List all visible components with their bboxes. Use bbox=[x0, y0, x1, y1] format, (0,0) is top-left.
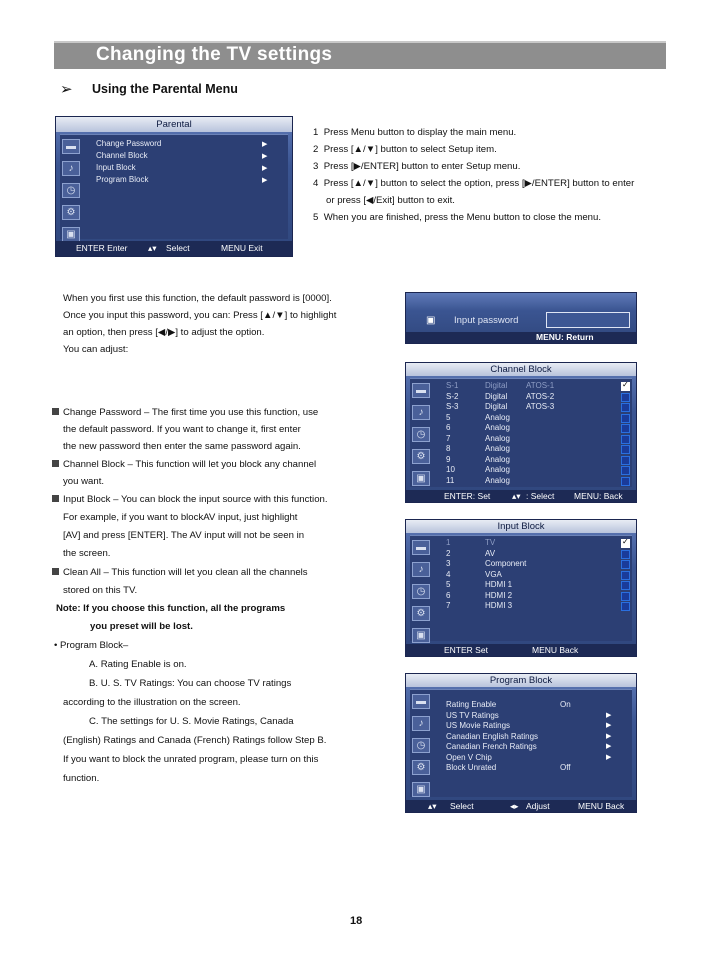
setting-label: US TV Ratings bbox=[446, 710, 499, 720]
block-checkbox[interactable] bbox=[621, 571, 630, 580]
arrow-icon: ➢ bbox=[60, 81, 73, 98]
channel-number: S-1 bbox=[446, 381, 459, 390]
setting-label: Block Unrated bbox=[446, 763, 497, 772]
channel-number: S-2 bbox=[446, 391, 459, 401]
updown-icon: ▴▾ bbox=[428, 801, 437, 811]
program-block-line: B. U. S. TV Ratings: You can choose TV ratings bbox=[89, 678, 292, 689]
channel-row[interactable] bbox=[446, 465, 636, 475]
channel-type: Analog bbox=[485, 454, 510, 464]
block-checkbox[interactable] bbox=[621, 539, 630, 548]
picture-icon: ▬ bbox=[412, 540, 430, 555]
step-item: 5 When you are finished, press the Menu button to close the menu. bbox=[313, 212, 602, 223]
program-block-row[interactable] bbox=[446, 753, 636, 763]
block-checkbox[interactable] bbox=[621, 550, 630, 559]
input-name: AV bbox=[485, 548, 496, 558]
updown-icon: ▴▾ bbox=[148, 243, 157, 253]
intro-line: an option, then press [◀/▶] to adjust the option. bbox=[63, 327, 265, 338]
setting-value: Off bbox=[560, 763, 571, 772]
channel-row[interactable] bbox=[446, 413, 636, 423]
sound-icon: ♪ bbox=[62, 161, 80, 176]
setting-label: Open V Chip bbox=[446, 752, 492, 762]
program-block-row[interactable] bbox=[446, 763, 636, 773]
channel-type: Analog bbox=[485, 465, 510, 474]
picture-icon: ▬ bbox=[412, 694, 430, 709]
body-line: the screen. bbox=[63, 548, 111, 559]
parental-menu-footer bbox=[56, 241, 292, 256]
channel-type: Digital bbox=[485, 381, 508, 390]
input-name: HDMI 1 bbox=[485, 580, 513, 589]
clock-icon: ◷ bbox=[412, 584, 430, 599]
input-number: 2 bbox=[446, 548, 451, 558]
setting-label: Canadian French Ratings bbox=[446, 742, 537, 751]
block-checkbox[interactable] bbox=[621, 424, 630, 433]
note-line: Note: If you choose this function, all the programs bbox=[56, 603, 286, 614]
channel-type: Digital bbox=[485, 391, 508, 401]
square-bullet-icon bbox=[52, 495, 59, 502]
bullet-change-password: Change Password – The first time you use this function, use bbox=[52, 404, 318, 422]
block-checkbox[interactable] bbox=[621, 445, 630, 454]
picture-icon: ▬ bbox=[62, 139, 80, 154]
parental-menu bbox=[55, 116, 293, 257]
step-item-continued: or press [◀/Exit] button to exit. bbox=[326, 195, 455, 206]
program-block-line: according to the illustration on the screen. bbox=[63, 697, 241, 708]
channel-number: 9 bbox=[446, 454, 451, 464]
program-block-line: If you want to block the unrated program, please turn on this bbox=[63, 754, 319, 765]
block-checkbox[interactable] bbox=[621, 477, 630, 486]
step-item: 2 Press [▲/▼] button to select Setup item. bbox=[313, 144, 497, 155]
body-line: stored on this TV. bbox=[63, 585, 138, 596]
program-block-menu bbox=[405, 673, 637, 813]
program-block-row[interactable] bbox=[446, 732, 636, 742]
setting-label: US Movie Ratings bbox=[446, 721, 511, 730]
program-block-footer bbox=[406, 800, 636, 812]
channel-block-title: Channel Block bbox=[406, 363, 636, 376]
footer-menu: MENU Back bbox=[532, 645, 579, 655]
program-block-row[interactable] bbox=[446, 711, 636, 721]
chevron-right-icon: ▶ bbox=[262, 153, 268, 160]
input-row[interactable] bbox=[446, 580, 636, 590]
input-name: HDMI 3 bbox=[485, 601, 513, 610]
chevron-right-icon: ▶ bbox=[606, 722, 612, 729]
block-checkbox[interactable] bbox=[621, 592, 630, 601]
block-checkbox[interactable] bbox=[621, 602, 630, 611]
page-number: 18 bbox=[350, 915, 363, 927]
setup-icon: ⚙ bbox=[412, 606, 430, 621]
channel-row[interactable] bbox=[446, 381, 636, 391]
footer-select: Select bbox=[166, 243, 190, 253]
footer-enter: ENTER Set bbox=[444, 645, 488, 655]
bullet-clean-all: Clean All – This function will let you clean all the channels bbox=[52, 564, 308, 582]
bullet-channel-block: Channel Block – This function will let you block any channel bbox=[52, 456, 316, 474]
setup-icon: ⚙ bbox=[412, 760, 430, 775]
channel-row[interactable] bbox=[446, 434, 636, 444]
program-block-row[interactable] bbox=[446, 700, 636, 710]
footer-adjust: Adjust bbox=[526, 801, 550, 811]
parental-icon: ▣ bbox=[412, 471, 430, 486]
input-number: 7 bbox=[446, 601, 451, 610]
chevron-right-icon: ▶ bbox=[262, 165, 268, 172]
setting-value: On bbox=[560, 700, 571, 709]
intro-line: You can adjust: bbox=[63, 344, 129, 355]
channel-row[interactable] bbox=[446, 444, 636, 454]
clock-icon: ◷ bbox=[412, 427, 430, 442]
channel-number: 5 bbox=[446, 412, 451, 422]
body-line: [AV] and press [ENTER]. The AV input will not be seen in bbox=[63, 530, 305, 541]
channel-row[interactable] bbox=[446, 455, 636, 465]
block-checkbox[interactable] bbox=[621, 382, 630, 391]
channel-type: Analog bbox=[485, 475, 510, 485]
input-block-title: Input Block bbox=[406, 520, 636, 533]
footer-enter: ENTER: Set bbox=[444, 491, 491, 501]
body-line: the new password then enter the same password again. bbox=[63, 441, 301, 452]
menu-item-channel-block[interactable]: Channel Block bbox=[96, 151, 148, 160]
input-name: TV bbox=[485, 538, 496, 547]
footer-menu: MENU Back bbox=[578, 801, 625, 811]
block-checkbox[interactable] bbox=[621, 414, 630, 423]
block-checkbox[interactable] bbox=[621, 581, 630, 590]
body-line: For example, if you want to blockAV input, just highlight bbox=[63, 512, 298, 523]
channel-row[interactable] bbox=[446, 392, 636, 402]
password-label: Input password bbox=[454, 315, 519, 326]
channel-block-footer bbox=[406, 490, 636, 502]
section-banner bbox=[54, 41, 666, 69]
password-dialog bbox=[405, 292, 637, 344]
input-row[interactable] bbox=[446, 549, 636, 559]
menu-icon-column bbox=[62, 139, 80, 257]
sound-icon: ♪ bbox=[412, 562, 430, 577]
channel-name: ATOS-2 bbox=[526, 391, 555, 401]
input-row[interactable] bbox=[446, 591, 636, 601]
footer-menu: MENU: Back bbox=[574, 491, 623, 501]
channel-type: Digital bbox=[485, 402, 508, 411]
step-item: 3 Press [▶/ENTER] button to enter Setup menu. bbox=[313, 161, 521, 172]
section-heading: Using the Parental Menu bbox=[92, 82, 238, 96]
input-row[interactable] bbox=[446, 570, 636, 580]
sound-icon: ♪ bbox=[412, 405, 430, 420]
chevron-right-icon: ▶ bbox=[606, 711, 612, 719]
program-block-line: C. The settings for U. S. Movie Ratings, Canada bbox=[89, 716, 294, 727]
password-dialog-footer bbox=[406, 332, 636, 343]
updown-icon: ▴▾ bbox=[512, 491, 521, 501]
menu-icon-column bbox=[412, 540, 430, 650]
input-number: 4 bbox=[446, 569, 451, 579]
menu-item-change-password[interactable]: Change Password bbox=[96, 139, 162, 148]
menu-item-input-block[interactable]: Input Block bbox=[96, 163, 136, 172]
chevron-right-icon: ▶ bbox=[262, 141, 268, 148]
setting-label: Rating Enable bbox=[446, 700, 497, 709]
input-name: HDMI 2 bbox=[485, 590, 513, 600]
channel-row[interactable] bbox=[446, 423, 636, 433]
sound-icon: ♪ bbox=[412, 716, 430, 731]
channel-number: 11 bbox=[446, 475, 455, 485]
intro-line: When you first use this function, the default password is [0000]. bbox=[63, 293, 332, 304]
parental-menu-title: Parental bbox=[56, 117, 292, 132]
footer-select: Select bbox=[450, 801, 474, 811]
channel-name: ATOS-3 bbox=[526, 402, 555, 411]
leftright-icon: ◂▸ bbox=[510, 801, 519, 811]
block-checkbox[interactable] bbox=[621, 456, 630, 465]
step-item: 1 Press Menu button to display the main menu. bbox=[313, 127, 517, 138]
footer-enter: ENTER Enter bbox=[76, 243, 128, 253]
program-block-row[interactable] bbox=[446, 742, 636, 752]
input-row[interactable] bbox=[446, 559, 636, 569]
footer-select: : Select bbox=[526, 491, 555, 501]
channel-number: 6 bbox=[446, 423, 451, 432]
parental-icon: ▣ bbox=[412, 628, 430, 643]
step-item: 4 Press [▲/▼] button to select the option, press [▶/ENTER] button to enter bbox=[313, 178, 635, 189]
program-block-title: Program Block bbox=[406, 674, 636, 687]
lock-icon: ▣ bbox=[426, 315, 436, 326]
program-block-line: A. Rating Enable is on. bbox=[89, 659, 187, 670]
parental-icon: ▣ bbox=[62, 227, 80, 242]
channel-number: S-3 bbox=[446, 402, 459, 411]
chevron-right-icon: ▶ bbox=[606, 732, 612, 740]
channel-row[interactable] bbox=[446, 402, 636, 412]
input-number: 3 bbox=[446, 559, 451, 568]
banner-title: Changing the TV settings bbox=[96, 44, 333, 65]
block-checkbox[interactable] bbox=[621, 560, 630, 569]
block-checkbox[interactable] bbox=[621, 393, 630, 402]
input-row[interactable] bbox=[446, 538, 636, 548]
channel-type: Analog bbox=[485, 412, 510, 422]
program-block-line: function. bbox=[63, 773, 100, 784]
channel-block-menu bbox=[405, 362, 637, 503]
parental-icon: ▣ bbox=[412, 782, 430, 797]
picture-icon: ▬ bbox=[412, 383, 430, 398]
body-line: you want. bbox=[63, 476, 105, 487]
clock-icon: ◷ bbox=[62, 183, 80, 198]
block-checkbox[interactable] bbox=[621, 403, 630, 412]
channel-number: 8 bbox=[446, 444, 451, 453]
input-name: Component bbox=[485, 559, 527, 568]
square-bullet-icon bbox=[52, 568, 59, 575]
input-number: 5 bbox=[446, 580, 451, 589]
input-number: 6 bbox=[446, 590, 451, 600]
input-name: VGA bbox=[485, 569, 502, 579]
footer-menu: MENU Exit bbox=[221, 243, 263, 253]
channel-name: ATOS-1 bbox=[526, 381, 555, 390]
channel-type: Analog bbox=[485, 423, 510, 432]
parental-menu-panel bbox=[60, 134, 288, 239]
channel-number: 10 bbox=[446, 465, 455, 474]
menu-icon-column bbox=[412, 383, 430, 493]
channel-row[interactable] bbox=[446, 476, 636, 486]
block-checkbox[interactable] bbox=[621, 435, 630, 444]
body-line: the default password. If you want to change it, first enter bbox=[63, 424, 301, 435]
block-checkbox[interactable] bbox=[621, 466, 630, 475]
clock-icon: ◷ bbox=[412, 738, 430, 753]
menu-item-program-block[interactable]: Program Block bbox=[96, 175, 149, 184]
bullet-input-block: Input Block – You can block the input source with this function. bbox=[52, 491, 328, 509]
program-block-heading: • Program Block– bbox=[54, 640, 129, 651]
input-row[interactable] bbox=[446, 601, 636, 611]
intro-line: Once you input this password, you can: Press [▲/▼] to highlight bbox=[63, 310, 337, 321]
setup-icon: ⚙ bbox=[62, 205, 80, 220]
setting-label: Canadian English Ratings bbox=[446, 731, 539, 741]
note-line: you preset will be lost. bbox=[90, 621, 193, 632]
chevron-right-icon: ▶ bbox=[606, 743, 612, 750]
chevron-right-icon: ▶ bbox=[606, 753, 612, 761]
square-bullet-icon bbox=[52, 408, 59, 415]
footer-menu-return: MENU: Return bbox=[536, 332, 594, 342]
menu-icon-column bbox=[412, 694, 430, 804]
setup-icon: ⚙ bbox=[412, 449, 430, 464]
input-number: 1 bbox=[446, 538, 451, 547]
channel-type: Analog bbox=[485, 444, 510, 453]
chevron-right-icon: ▶ bbox=[262, 177, 268, 184]
input-block-footer bbox=[406, 644, 636, 656]
square-bullet-icon bbox=[52, 460, 59, 467]
channel-type: Analog bbox=[485, 433, 510, 443]
program-block-line: (English) Ratings and Canada (French) Ratings follow Step B. bbox=[63, 735, 327, 746]
password-input[interactable] bbox=[546, 312, 630, 328]
program-block-row[interactable] bbox=[446, 721, 636, 731]
input-block-menu bbox=[405, 519, 637, 657]
channel-number: 7 bbox=[446, 433, 451, 443]
